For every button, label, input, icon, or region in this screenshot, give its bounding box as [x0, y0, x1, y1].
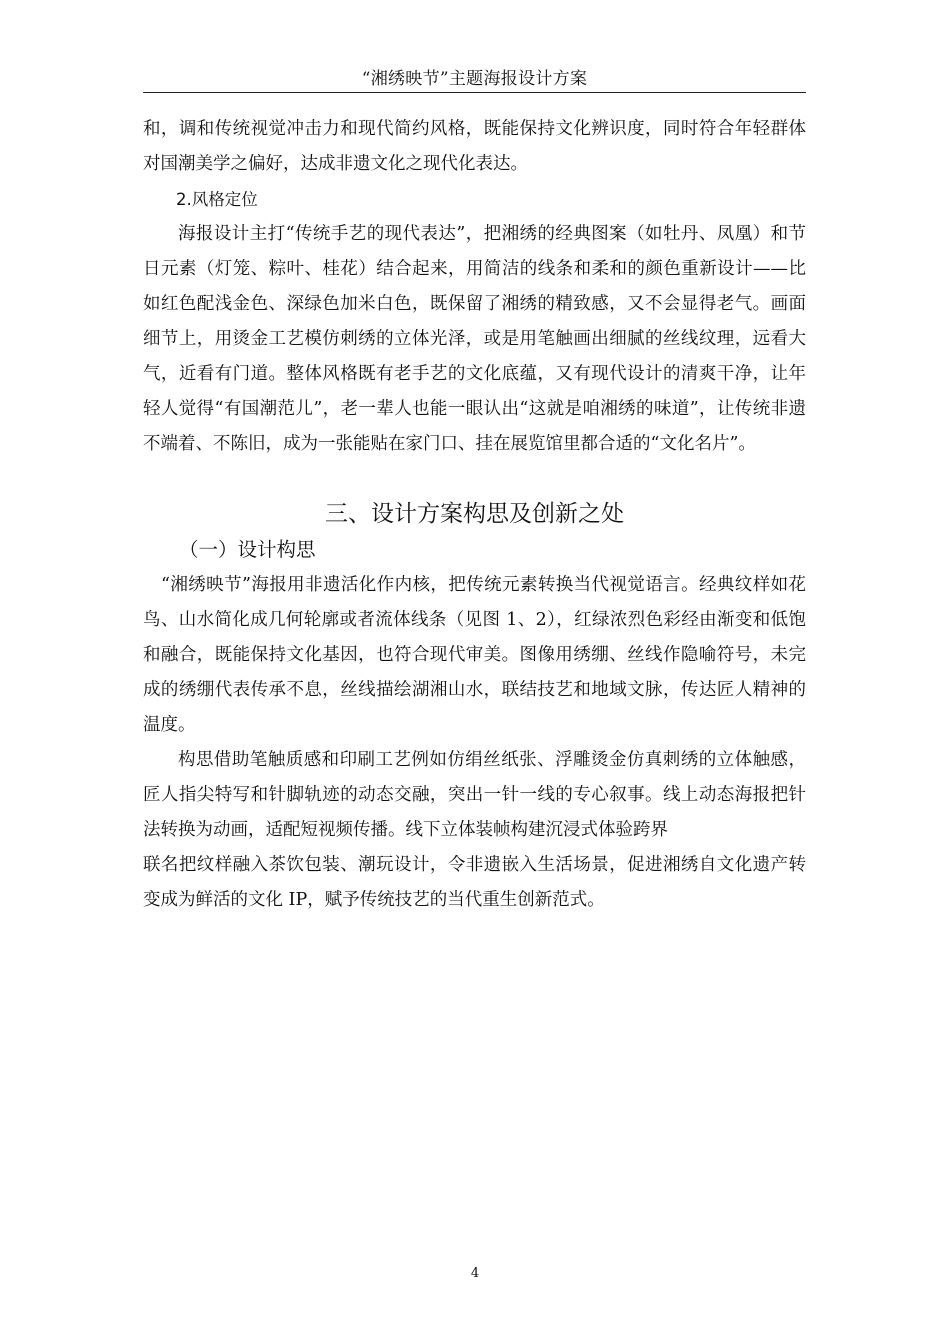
paragraph-concept-2: 构思借助笔触质感和印刷工艺例如仿绢丝纸张、浮雕烫金仿真刺绣的立体触感，匠人指尖特写和针脚轨迹的动态交融，突出一针一线的专心叙事。线上动态海报把针法转换为动画，适配短视频传播。线下立体装帧构建沉浸式体验跨界: [143, 750, 806, 840]
document-body: [143, 112, 806, 918]
section-title: 三、设计方案构思及创新之处: [325, 501, 624, 527]
sub-title: （一）设计构思: [179, 538, 316, 561]
paragraph-concept-3: 联名把纹样融入茶饮包装、潮玩设计，令非遗嵌入生活场景，促进湘绣自文化遗产转变成为鲜活的文化 IP，赋予传统技艺的当代重生创新范式。: [143, 855, 806, 910]
header-title: “湘绣映节”主题海报设计方案: [361, 69, 588, 89]
page-number: 4: [470, 1266, 480, 1281]
running-header: [143, 66, 806, 93]
paragraph-style: 海报设计主打“传统手艺的现代表达”，把湘绣的经典图案（如牡丹、凤凰）和节日元素（灯笼、粽叶、桂花）结合起来，用简洁的线条和柔和的颜色重新设计——比如红色配浅金色、深绿色加米白色，既保留了湘绣的精致感，又不会显得老气。画面细节上，用烫金工艺模仿刺绣的立体光泽，或是用笔触画出细腻的丝线纹理，远看大气，近看有门道。整体风格既有老手艺的文化底蕴，又有现代设计的清爽干净，让年轻人觉得“有国潮范儿”，老一辈人也能一眼认出“这就是咱湘绣的味道”，让传统非遗不端着、不陈旧，成为一张能贴在家门口、挂在展览馆里都合适的“文化名片”。: [143, 224, 806, 454]
subheading-style: 2.风格定位: [176, 190, 258, 209]
paragraph-concept-1: “湘绣映节”海报用非遗活化作内核，把传统元素转换当代视觉语言。经典纹样如花鸟、山水简化成几何轮廓或者流体线条（见图 1、2），红绿浓烈色彩经由渐变和低饱和融合，既能保持文化基因，也符合现代审美。图像用绣绷、丝线作隐喻符号，未完成的绣绷代表传承不息，丝线描绘湖湘山水，联结技艺和地域文脉，传达匠人精神的温度。: [143, 575, 806, 735]
paragraph-intro: 和，调和传统视觉冲击力和现代简约风格，既能保持文化辨识度，同时符合年轻群体对国潮美学之偏好，达成非遗文化之现代化表达。: [143, 119, 806, 174]
